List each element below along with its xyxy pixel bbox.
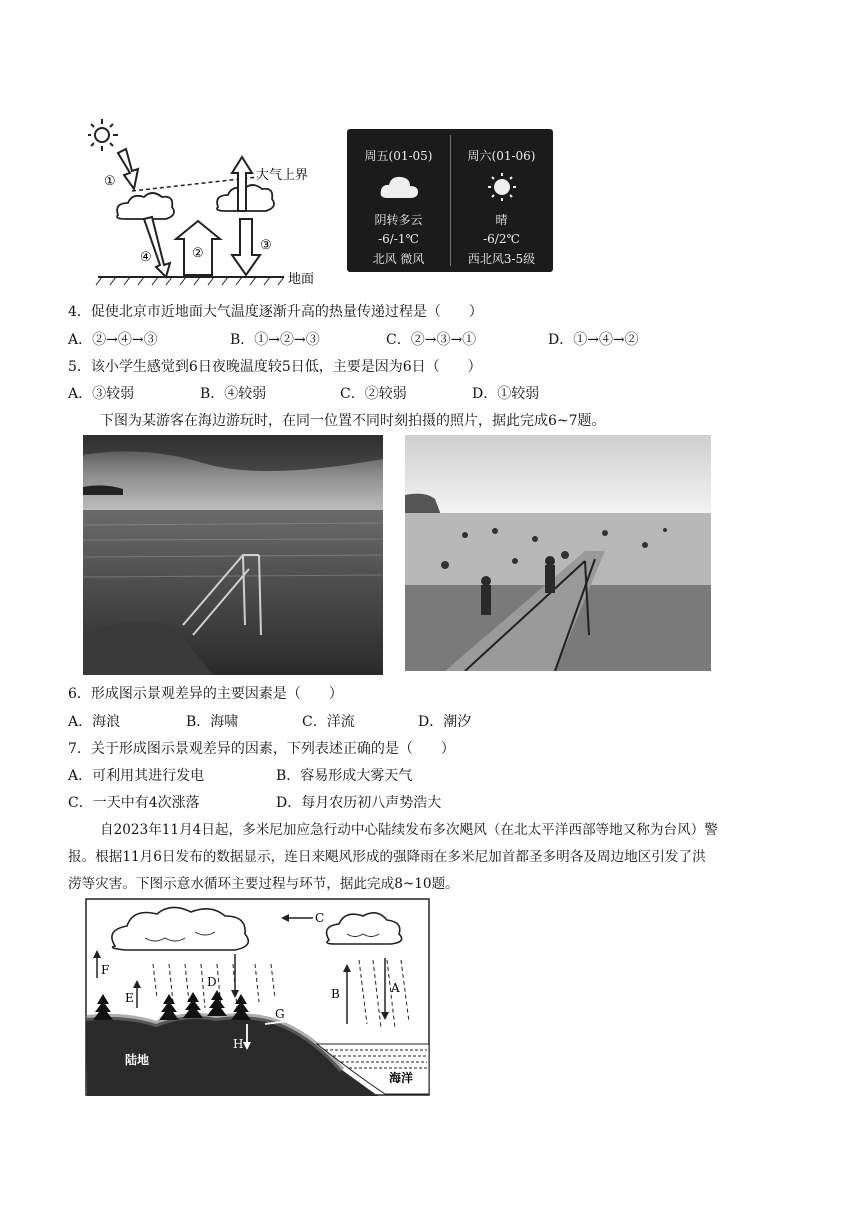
saturday-date: 周六(01-06) [467, 149, 536, 163]
q6-option-b: B．海啸 [186, 714, 239, 730]
water-cycle-diagram [85, 898, 430, 1096]
friday-condition: 阴转多云 [374, 213, 423, 227]
weather-saturday [450, 129, 553, 272]
q7-option-b: B．容易形成大雾天气 [276, 768, 413, 784]
q6-option-a: A．海浪 [68, 714, 121, 730]
intro-8-10-line1: 自2023年11月4日起，多米尼加应急行动中心陆续发布多次飓风（在北太平洋西部等地又称为台风）警 [100, 822, 718, 838]
label-b: B [331, 987, 340, 1001]
arrow-4 [144, 217, 170, 277]
weather-friday [347, 129, 450, 272]
q6-option-d: D．潮汐 [418, 714, 472, 730]
label-e: E [125, 991, 134, 1005]
label-a: A [391, 981, 400, 995]
label-land: 陆地 [125, 1053, 150, 1067]
q6-stem: 6．形成图示景观差异的主要因素是（ ） [68, 686, 343, 702]
intro-8-10-line2: 报。根据11月6日发布的数据显示，连日来飓风形成的强降雨在多米尼加首都圣多明各及周边地区引发了洪 [68, 849, 706, 865]
q5-stem: 5．该小学生感觉到6日夜晚温度较5日低，主要是因为6日（ ） [68, 359, 482, 375]
q5-option-d: D．①较弱 [472, 386, 540, 402]
label-c: C [315, 911, 325, 925]
q5-option-b: B．④较弱 [200, 386, 267, 402]
q4-option-b: B．①→②→③ [230, 332, 320, 348]
cloud-left [117, 193, 174, 219]
weather-panel [347, 129, 553, 272]
q7-option-c: C．一天中有4次涨落 [68, 795, 200, 811]
label-ocean: 海洋 [389, 1071, 414, 1085]
q4-stem: 4．促使北京市近地面大气温度逐渐升高的热量传递过程是（ ） [68, 304, 483, 320]
q7-option-d: D．每月农历初八声势浩大 [276, 795, 442, 811]
label-top-atmosphere: 大气上界 [256, 168, 309, 183]
photo-low-tide [405, 435, 711, 671]
saturday-condition: 晴 [495, 213, 508, 227]
intro-8-10-line3: 涝等灾害。下图示意水循环主要过程与环节，据此完成8~10题。 [68, 876, 459, 892]
q5-option-a: A．③较弱 [68, 386, 135, 402]
q5-option-c: C．②较弱 [340, 386, 407, 402]
q6-option-c: C．洋流 [302, 714, 355, 730]
q7-stem: 7．关于形成图示景观差异的因素，下列表述正确的是（ ） [68, 741, 455, 757]
photo-high-tide [83, 435, 383, 675]
saturday-temp: -6/2℃ [483, 232, 520, 246]
sun-icon [88, 119, 118, 151]
label-ground: 地面 [288, 272, 315, 287]
q4-option-c: C．②→③→① [386, 332, 477, 348]
label-h: H [233, 1037, 244, 1051]
arrow-3 [232, 219, 260, 275]
arrow-1 [118, 149, 138, 189]
label-g: G [275, 1007, 285, 1021]
label-3: ③ [260, 238, 272, 253]
intro-6-7: 下图为某游客在海边游玩时，在同一位置不同时刻拍摄的照片，据此完成6~7题。 [100, 413, 606, 429]
label-2: ② [192, 246, 204, 261]
label-4: ④ [140, 250, 152, 265]
q4-option-a: A．②→④→③ [68, 332, 158, 348]
friday-date: 周五(01-05) [364, 149, 433, 163]
cloud-icon [379, 172, 419, 202]
saturday-wind: 西北风3-5级 [467, 252, 536, 266]
label-d: D [207, 975, 217, 989]
heat-transfer-diagram [88, 115, 338, 287]
friday-wind: 北风 微风 [372, 252, 425, 266]
sun-icon [482, 172, 522, 202]
label-1: ① [104, 174, 116, 189]
q4-option-d: D．①→④→② [548, 332, 639, 348]
friday-temp: -6/-1℃ [378, 232, 419, 246]
label-f: F [101, 963, 110, 977]
q7-option-a: A．可利用其进行发电 [68, 768, 205, 784]
